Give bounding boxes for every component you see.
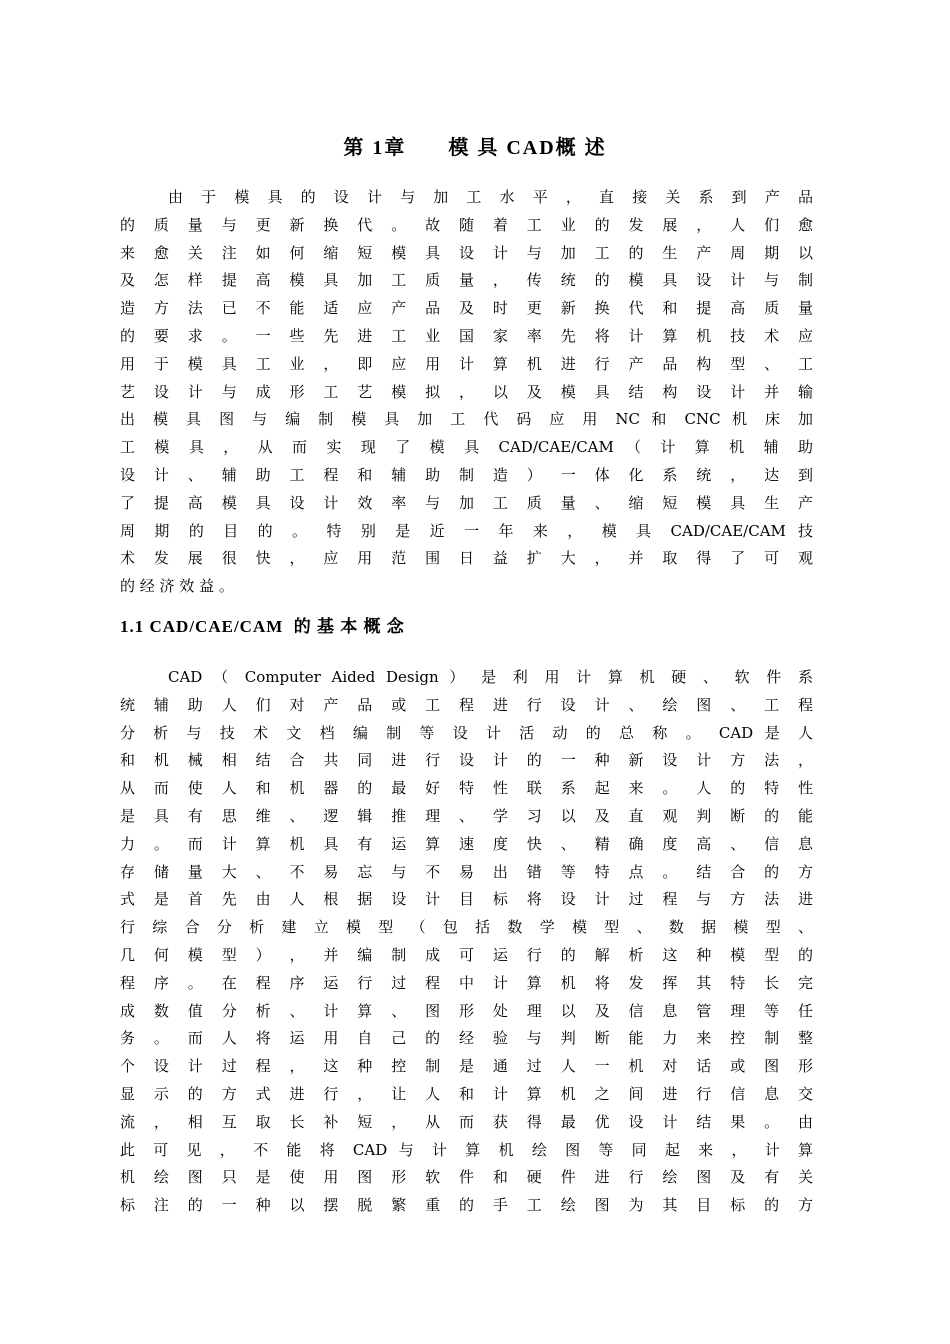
paragraph-line: 力 。 而 计 算 机 具 有 运 算 速 度 快 、 精 确 度 高 、 信 息 — [120, 834, 813, 853]
intro-paragraph — [120, 184, 813, 601]
paragraph-line: 几 何 模 型 ） ， 并 编 制 成 可 运 行 的 解 析 这 种 模 型 的 — [120, 945, 813, 964]
paragraph-line: 此 可 见 ， 不 能 将 CAD 与 计 算 机 绘 图 等 同 起 来 ， 计 算 — [120, 1140, 813, 1159]
paragraph-line: 统 辅 助 人 们 对 产 品 或 工 程 进 行 设 计 、 绘 图 、 工 程 — [120, 695, 813, 714]
paragraph-line: 了 提 高 模 具 设 计 效 率 与 加 工 质 量 、 缩 短 模 具 生 产 — [120, 493, 813, 512]
paragraph-line: 标 注 的 一 种 以 摆 脱 繁 重 的 手 工 绘 图 为 其 目 标 的 方 — [120, 1196, 813, 1215]
paragraph-line: 术 发 展 很 快 ， 应 用 范 围 日 益 扩 大 ， 并 取 得 了 可 观 — [120, 549, 813, 568]
paragraph-line: 由 于 模 具 的 设 计 与 加 工 水 平 ， 直 接 关 系 到 产 品 — [168, 188, 813, 206]
paragraph-line: 的 经 济 效 益 。 — [120, 577, 234, 596]
paragraph-line: 是 具 有 思 维 、 逻 辑 推 理 、 学 习 以 及 直 观 判 断 的 能 — [120, 806, 813, 825]
paragraph-line: 务 。 而 人 将 运 用 自 己 的 经 验 与 判 断 能 力 来 控 制 整 — [120, 1029, 813, 1048]
paragraph-line: 式 是 首 先 由 人 根 据 设 计 目 标 将 设 计 过 程 与 方 法 进 — [120, 890, 813, 909]
paragraph-line: 和 机 械 相 结 合 共 同 进 行 设 计 的 一 种 新 设 计 方 法 ， — [120, 751, 813, 770]
paragraph-line: 行 综 合 分 析 建 立 模 型 （ 包 括 数 学 模 型 、 数 据 模 型 、 — [120, 918, 813, 937]
paragraph-line: 存 储 量 大 、 不 易 忘 与 不 易 出 错 等 特 点 。 结 合 的 方 — [120, 862, 813, 881]
chapter-title: 第 1章 模 具 CAD概 述 — [343, 137, 607, 159]
paragraph-line: 成 数 值 分 析 、 计 算 、 图 形 处 理 以 及 信 息 管 理 等 任 — [120, 1001, 813, 1020]
paragraph-line: 从 而 使 人 和 机 器 的 最 好 特 性 联 系 起 来 。 人 的 特 性 — [120, 779, 813, 798]
paragraph-line: 及 怎 样 提 高 模 具 加 工 质 量 ， 传 统 的 模 具 设 计 与 制 — [120, 271, 813, 290]
paragraph-line: 艺 设 计 与 成 形 工 艺 模 拟 ， 以 及 模 具 结 构 设 计 并 输 — [120, 382, 813, 401]
paragraph-line: 的 要 求 。 一 些 先 进 工 业 国 家 率 先 将 计 算 机 技 术 应 — [120, 326, 813, 345]
paragraph-line: 造 方 法 已 不 能 适 应 产 品 及 时 更 新 换 代 和 提 高 质 量 — [120, 299, 813, 318]
paragraph-line: 程 序 。 在 程 序 运 行 过 程 中 计 算 机 将 发 挥 其 特 长 完 — [120, 973, 813, 992]
paragraph-line: 设 计 、 辅 助 工 程 和 辅 助 制 造 ） 一 体 化 系 统 ， 达 到 — [120, 465, 813, 484]
paragraph-line: 分 析 与 技 术 文 档 编 制 等 设 计 活 动 的 总 称 。 CAD 是 人 — [120, 723, 813, 742]
paragraph-line: 出 模 具 图 与 编 制 模 具 加 工 代 码 应 用 NC 和 CNC 机 床 加 — [120, 410, 813, 429]
paragraph-line: 个 设 计 过 程 ， 这 种 控 制 是 通 过 人 一 机 对 话 或 图 形 — [120, 1057, 813, 1076]
paragraph-line: 流 ， 相 互 取 长 补 短 ， 从 而 获 得 最 优 设 计 结 果 。 由 — [120, 1112, 813, 1131]
paragraph-line: 用 于 模 具 工 业 ， 即 应 用 计 算 机 进 行 产 品 构 型 、 工 — [120, 354, 813, 373]
section-heading: 1.1 CAD/CAE/CAM 的 基 本 概 念 — [120, 617, 405, 636]
cad-definition-paragraph — [120, 664, 813, 1220]
paragraph-line: 周 期 的 目 的 。 特 别 是 近 一 年 来 ， 模 具 CAD/CAE/CAM 技 — [120, 521, 813, 540]
paragraph-line: 来 愈 关 注 如 何 缩 短 模 具 设 计 与 加 工 的 生 产 周 期 以 — [120, 243, 813, 262]
paragraph-line: 的 质 量 与 更 新 换 代 。 故 随 着 工 业 的 发 展 ， 人 们 愈 — [120, 215, 813, 234]
paragraph-line: CAD （ Computer Aided Design ） 是 利 用 计 算 机 硬 、 软 件 系 — [168, 668, 813, 686]
paragraph-line: 机 绘 图 只 是 使 用 图 形 软 件 和 硬 件 进 行 绘 图 及 有 关 — [120, 1168, 813, 1187]
paragraph-line: 工 模 具 ， 从 而 实 现 了 模 具 CAD/CAE/CAM （ 计 算 机 辅 助 — [120, 438, 813, 457]
paragraph-line: 显 示 的 方 式 进 行 ， 让 人 和 计 算 机 之 间 进 行 信 息 交 — [120, 1084, 813, 1103]
